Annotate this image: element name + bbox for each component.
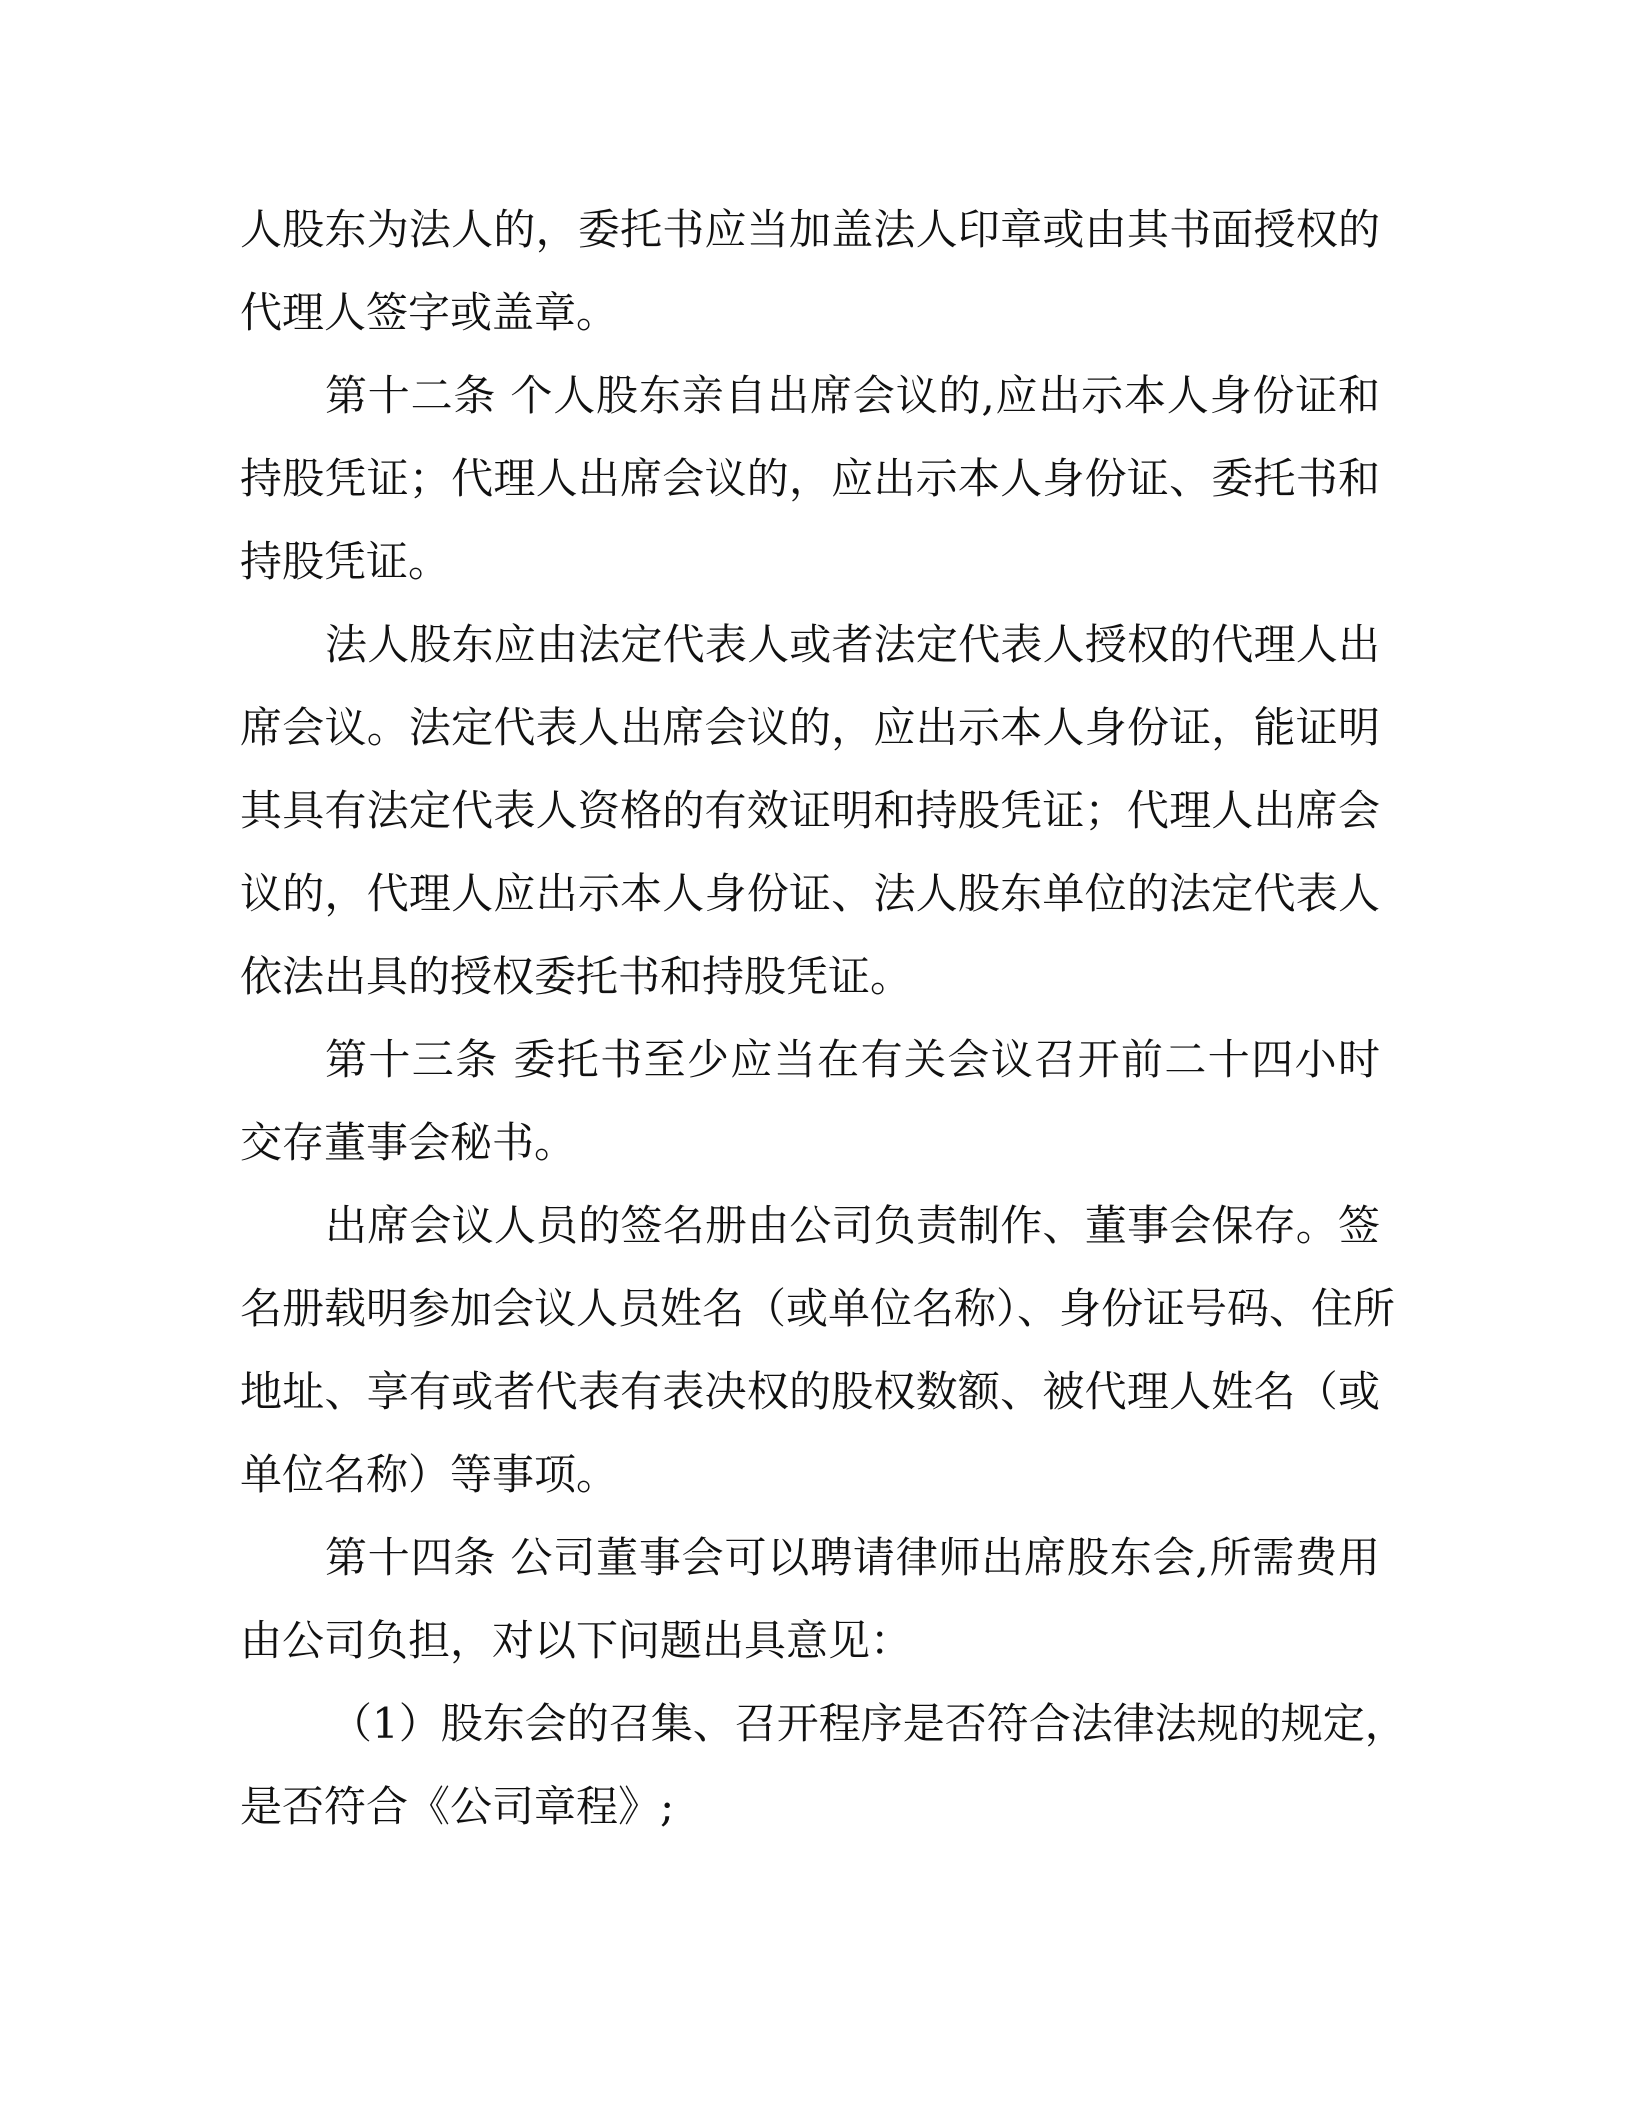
text-line-16: 单位名称）等事项。	[240, 1450, 619, 1499]
text-line-18: 由公司负担，对以下问题出具意见：	[240, 1616, 913, 1665]
article-12-heading-line: 第十二条 个人股东亲自出席会议的,应出示本人身份证和	[325, 371, 1380, 420]
text-line-1: 人股东为法人的，委托书应当加盖法人印章或由其书面授权的	[240, 205, 1380, 254]
text-line-4: 持股凭证；代理人出席会议的，应出示本人身份证、委托书和	[240, 454, 1380, 503]
paragraph-sign-in-line: 出席会议人员的签名册由公司负责制作、董事会保存。签	[325, 1201, 1380, 1250]
article-14-heading-line: 第十四条 公司董事会可以聘请律师出席股东会,所需费用	[325, 1533, 1380, 1582]
list-item-1-line: （1）股东会的召集、召开程序是否符合法律法规的规定，	[330, 1699, 1407, 1748]
text-line-9: 议的，代理人应出示本人身份证、法人股东单位的法定代表人	[240, 869, 1380, 918]
text-line-20: 是否符合《公司章程》;	[240, 1782, 675, 1831]
article-13-heading-line: 第十三条 委托书至少应当在有关会议召开前二十四小时	[325, 1035, 1380, 1084]
text-line-7: 席会议。法定代表人出席会议的，应出示本人身份证，能证明	[240, 703, 1380, 752]
paragraph-legal-person-line: 法人股东应由法定代表人或者法定代表人授权的代理人出	[325, 620, 1380, 669]
text-line-14: 名册载明参加会议人员姓名（或单位名称）、身份证号码、住所	[240, 1284, 1396, 1333]
text-line-15: 地址、享有或者代表有表决权的股权数额、被代理人姓名（或	[240, 1367, 1380, 1416]
text-line-2: 代理人签字或盖章。	[240, 288, 619, 337]
text-line-10: 依法出具的授权委托书和持股凭证。	[240, 952, 913, 1001]
text-line-12: 交存董事会秘书。	[240, 1118, 577, 1167]
text-line-8: 其具有法定代表人资格的有效证明和持股凭证；代理人出席会	[240, 786, 1380, 835]
text-line-5: 持股凭证。	[240, 537, 451, 586]
